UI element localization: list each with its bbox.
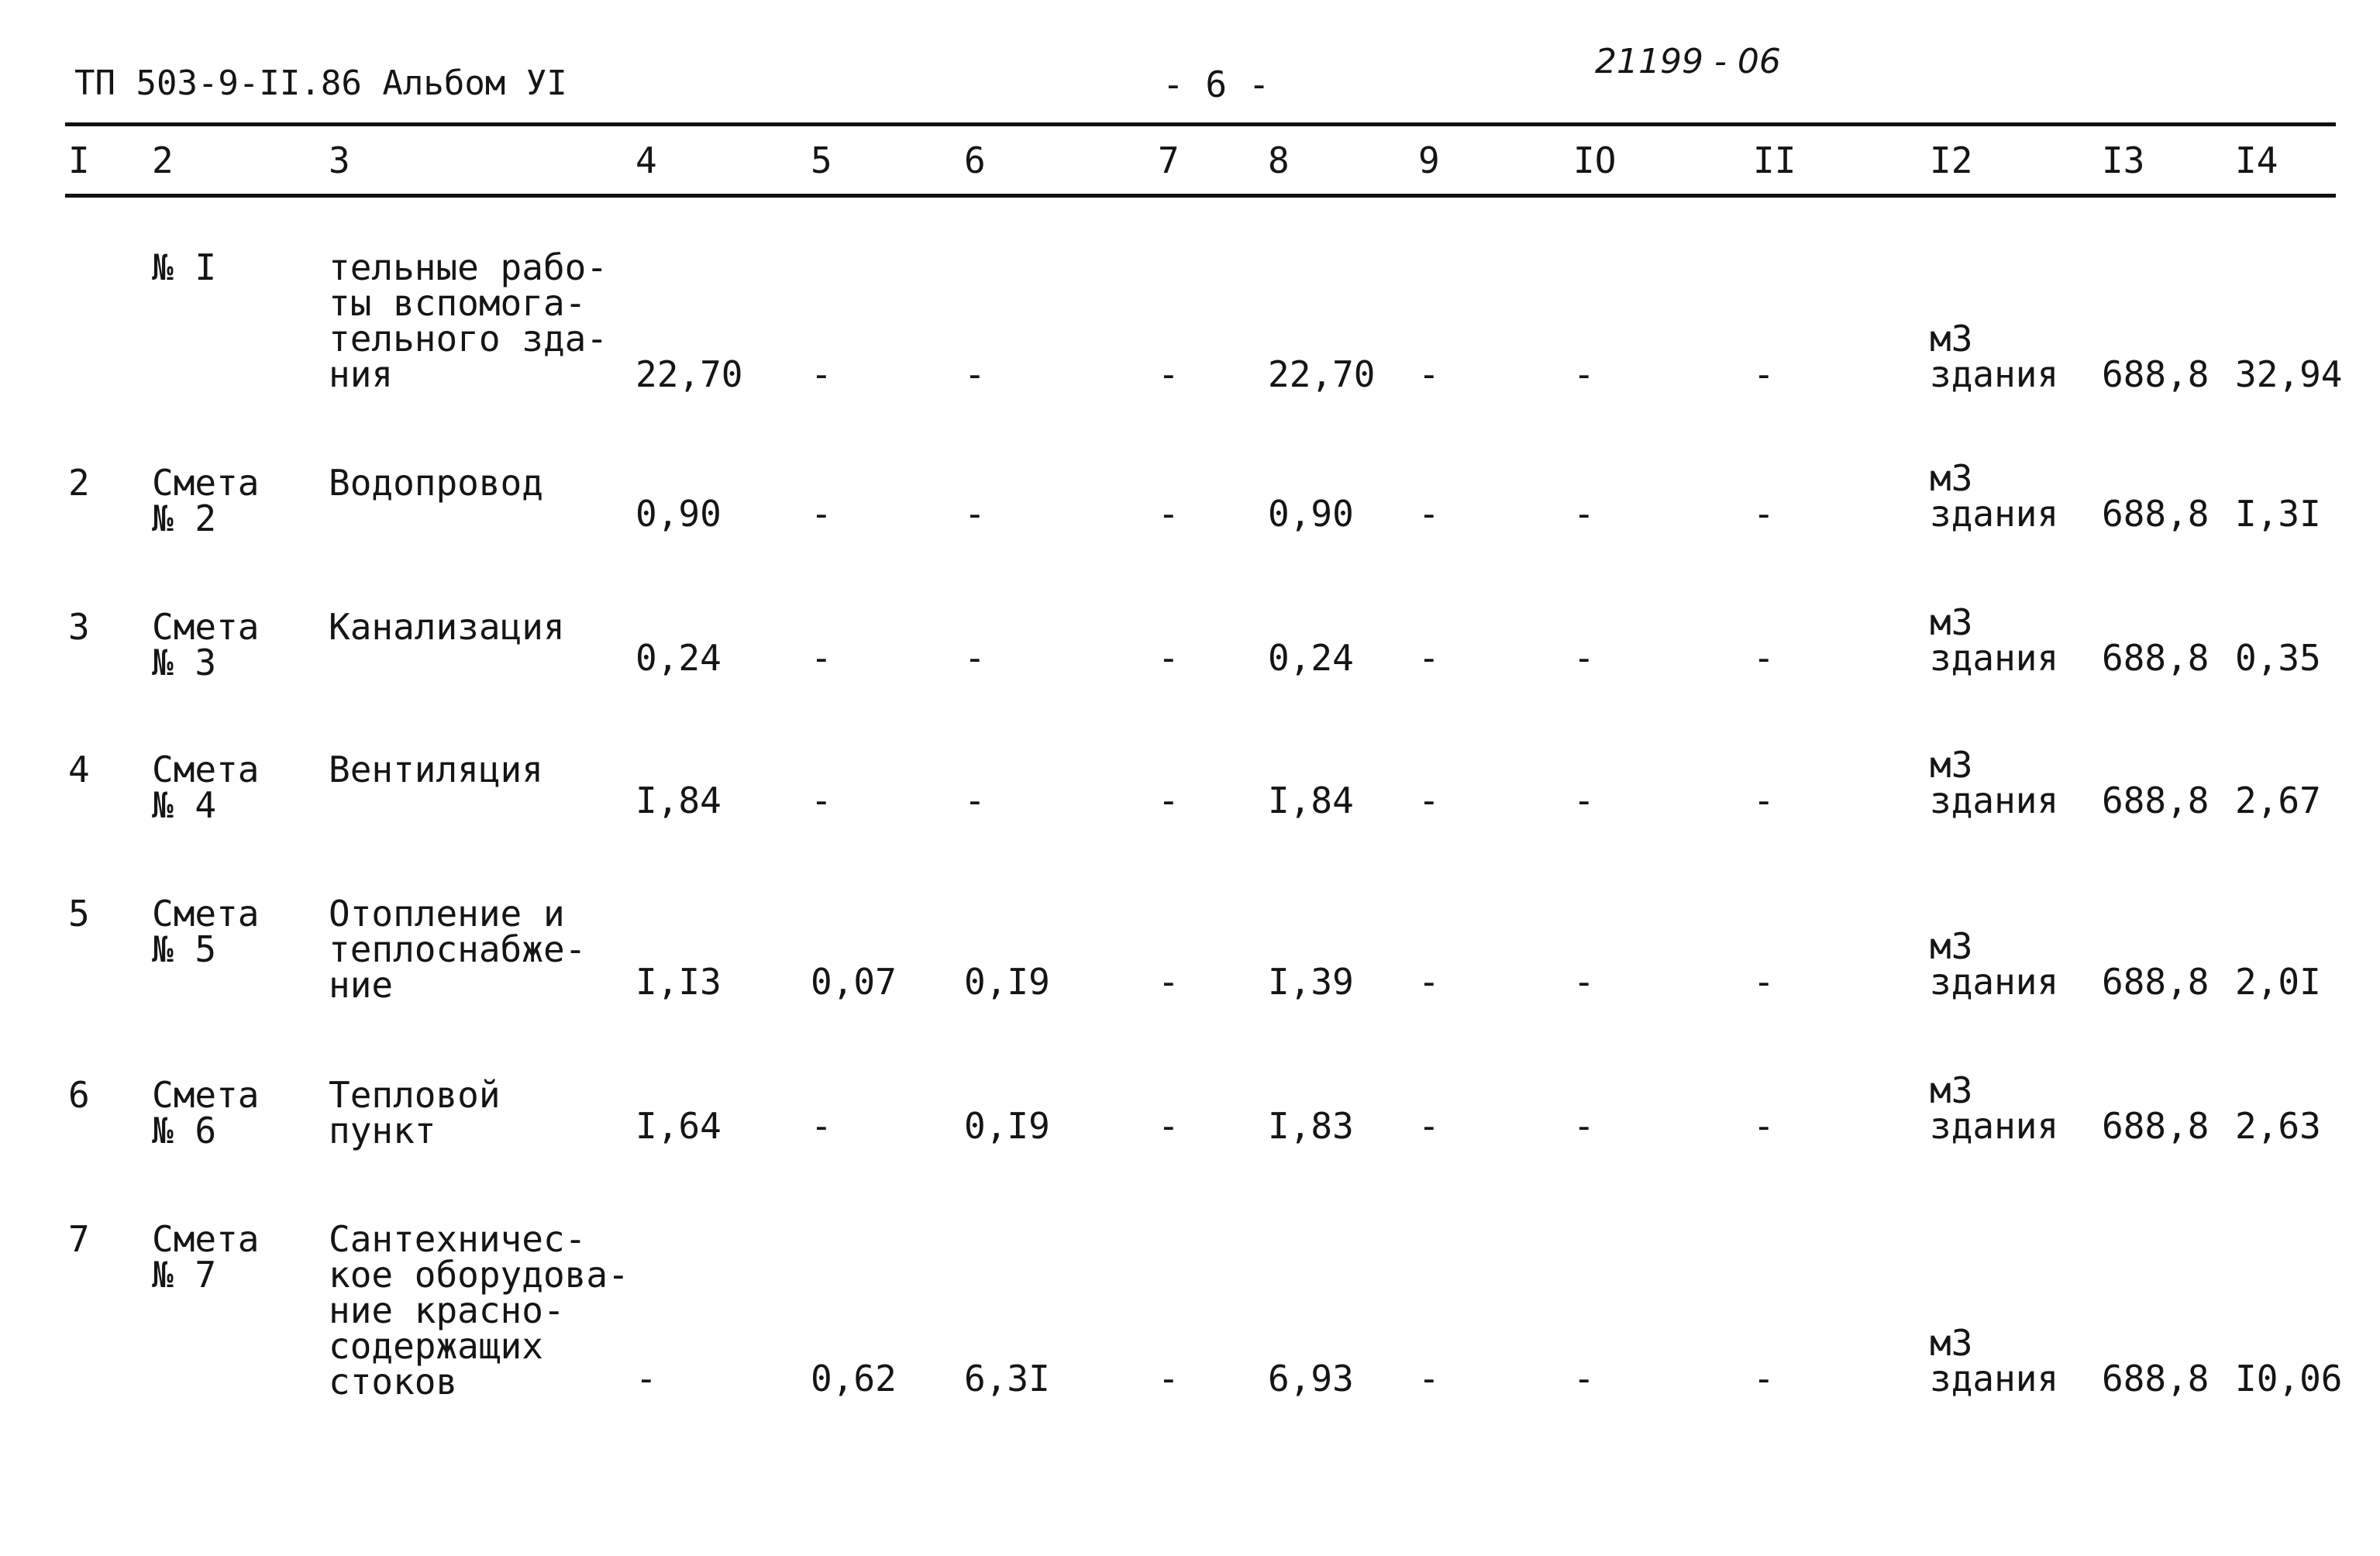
row-5-c8: I,39: [1268, 961, 1354, 1003]
page-number: - 6 -: [1162, 64, 1270, 105]
row-6-unit: м3 здания: [1930, 1069, 2059, 1147]
row-6-no: 6: [68, 1074, 90, 1116]
row-7-c13: 688,8: [2102, 1358, 2210, 1399]
row-2-c5: -: [811, 493, 832, 535]
row-6-c14: 2,63: [2235, 1105, 2321, 1147]
column-number-2: 2: [152, 139, 174, 181]
row-6-c9: -: [1418, 1105, 1440, 1147]
row-5-c11: -: [1753, 961, 1775, 1003]
row-5-c14: 2,0I: [2235, 961, 2321, 1003]
row-7-c8: 6,93: [1268, 1358, 1354, 1399]
row-4-unit: м3 здания: [1930, 744, 2059, 821]
row-6-name: Тепловой пункт: [329, 1074, 501, 1152]
row-1-c7: -: [1158, 353, 1180, 395]
row-7-c6: 6,3I: [964, 1358, 1050, 1399]
column-number-14: I4: [2235, 139, 2278, 181]
row-4-c14: 2,67: [2235, 780, 2321, 821]
row-2-c6: -: [964, 493, 986, 535]
row-7-c5: 0,62: [811, 1358, 897, 1399]
row-5-c10: -: [1573, 961, 1595, 1003]
row-4-c4: I,84: [635, 780, 722, 821]
row-6-estimate: Смета № 6: [152, 1074, 260, 1152]
row-3-unit: м3 здания: [1930, 601, 2059, 679]
row-2-c10: -: [1573, 493, 1595, 535]
row-7-c4: -: [635, 1358, 657, 1399]
row-3-estimate: Смета № 3: [152, 606, 260, 683]
row-2-c8: 0,90: [1268, 493, 1354, 535]
row-7-name: Сантехничес- кое оборудова- ние красно- содержащих стоков: [329, 1218, 629, 1403]
row-5-estimate: Смета № 5: [152, 893, 260, 970]
row-5-c4: I,I3: [635, 961, 722, 1003]
row-5-c13: 688,8: [2102, 961, 2210, 1003]
row-3-c6: -: [964, 637, 986, 679]
row-1-c9: -: [1418, 353, 1440, 395]
row-3-c9: -: [1418, 637, 1440, 679]
table-top-rule: [65, 122, 2336, 126]
row-3-c7: -: [1158, 637, 1180, 679]
row-4-name: Вентиляция: [329, 749, 543, 790]
row-1-c13: 688,8: [2102, 353, 2210, 395]
row-5-no: 5: [68, 893, 90, 935]
handwritten-code: 21199 - 06: [1595, 42, 1781, 81]
row-5-c6: 0,I9: [964, 961, 1050, 1003]
column-number-11: II: [1753, 139, 1796, 181]
row-6-c8: I,83: [1268, 1105, 1354, 1147]
row-7-estimate: Смета № 7: [152, 1218, 260, 1296]
row-5-unit: м3 здания: [1930, 925, 2059, 1003]
column-number-4: 4: [635, 139, 657, 181]
row-7-unit: м3 здания: [1930, 1322, 2059, 1399]
row-4-c9: -: [1418, 780, 1440, 821]
column-number-13: I3: [2102, 139, 2145, 181]
row-6-c5: -: [811, 1105, 832, 1147]
row-2-c14: I,3I: [2235, 493, 2321, 535]
row-3-name: Канализация: [329, 606, 565, 648]
row-1-unit: м3 здания: [1930, 318, 2059, 395]
row-7-no: 7: [68, 1218, 90, 1260]
row-2-estimate: Смета № 2: [152, 462, 260, 539]
table-header-rule: [65, 194, 2336, 198]
column-number-8: 8: [1268, 139, 1290, 181]
row-3-c5: -: [811, 637, 832, 679]
row-4-c11: -: [1753, 780, 1775, 821]
row-2-c13: 688,8: [2102, 493, 2210, 535]
row-2-c7: -: [1158, 493, 1180, 535]
row-1-c10: -: [1573, 353, 1595, 395]
row-1-estimate: № I: [152, 246, 217, 288]
row-1-c5: -: [811, 353, 832, 395]
row-3-no: 3: [68, 606, 90, 648]
row-6-c13: 688,8: [2102, 1105, 2210, 1147]
document-reference: ТП 503-9-II.86 Альбом УI: [74, 64, 567, 103]
row-4-c6: -: [964, 780, 986, 821]
row-3-c10: -: [1573, 637, 1595, 679]
row-6-c10: -: [1573, 1105, 1595, 1147]
row-5-name: Отопление и теплоснабже- ние: [329, 893, 587, 1006]
row-3-c11: -: [1753, 637, 1775, 679]
row-4-c7: -: [1158, 780, 1180, 821]
row-1-name: тельные рабо- ты вспомога- тельного зда- ния: [329, 246, 608, 395]
row-1-c8: 22,70: [1268, 353, 1376, 395]
row-7-c7: -: [1158, 1358, 1180, 1399]
row-5-c5: 0,07: [811, 961, 897, 1003]
row-4-estimate: Смета № 4: [152, 749, 260, 826]
column-number-1: I: [68, 139, 90, 181]
row-2-unit: м3 здания: [1930, 457, 2059, 535]
column-number-10: IO: [1573, 139, 1617, 181]
row-7-c10: -: [1573, 1358, 1595, 1399]
row-1-c11: -: [1753, 353, 1775, 395]
row-2-c4: 0,90: [635, 493, 722, 535]
row-7-c9: -: [1418, 1358, 1440, 1399]
row-4-no: 4: [68, 749, 90, 790]
row-5-c7: -: [1158, 961, 1180, 1003]
row-3-c14: 0,35: [2235, 637, 2321, 679]
column-number-5: 5: [811, 139, 832, 181]
row-2-c9: -: [1418, 493, 1440, 535]
row-4-c13: 688,8: [2102, 780, 2210, 821]
row-6-c4: I,64: [635, 1105, 722, 1147]
row-1-c6: -: [964, 353, 986, 395]
row-4-c8: I,84: [1268, 780, 1354, 821]
row-6-c7: -: [1158, 1105, 1180, 1147]
row-3-c8: 0,24: [1268, 637, 1354, 679]
row-7-c14: I0,06: [2235, 1358, 2343, 1399]
column-number-6: 6: [964, 139, 986, 181]
row-3-c13: 688,8: [2102, 637, 2210, 679]
row-1-c14: 32,94: [2235, 353, 2343, 395]
row-2-name: Водопровод: [329, 462, 543, 504]
row-7-c11: -: [1753, 1358, 1775, 1399]
row-2-c11: -: [1753, 493, 1775, 535]
row-1-c4: 22,70: [635, 353, 743, 395]
column-number-7: 7: [1158, 139, 1180, 181]
row-3-c4: 0,24: [635, 637, 722, 679]
row-4-c5: -: [811, 780, 832, 821]
row-6-c6: 0,I9: [964, 1105, 1050, 1147]
column-number-9: 9: [1418, 139, 1440, 181]
row-6-c11: -: [1753, 1105, 1775, 1147]
row-4-c10: -: [1573, 780, 1595, 821]
row-5-c9: -: [1418, 961, 1440, 1003]
column-number-3: 3: [329, 139, 350, 181]
row-2-no: 2: [68, 462, 90, 504]
column-number-12: I2: [1930, 139, 1973, 181]
